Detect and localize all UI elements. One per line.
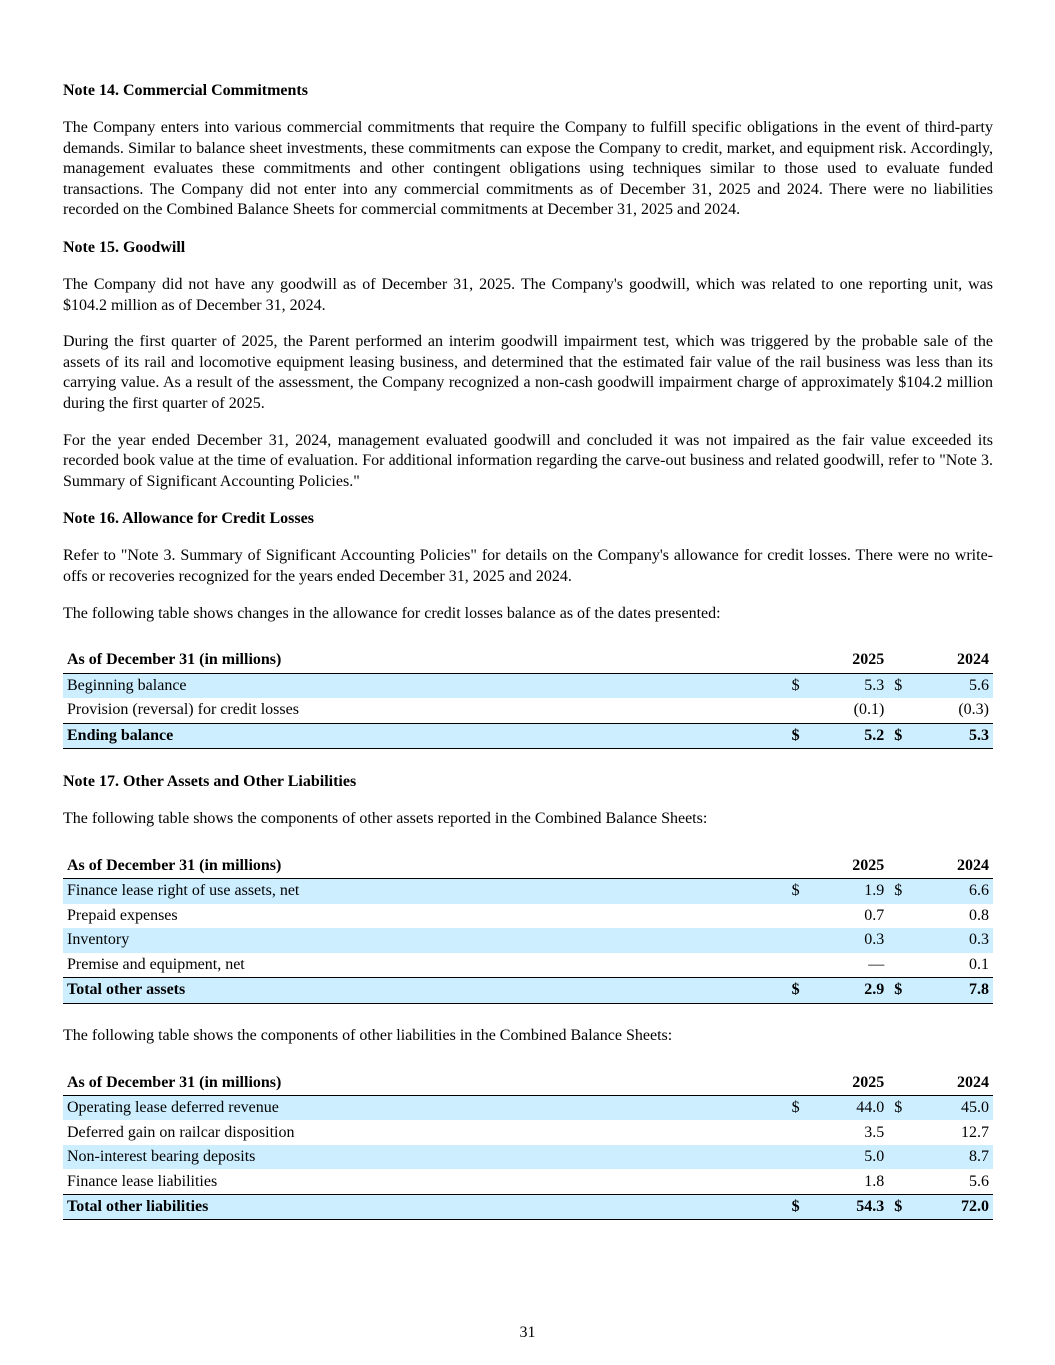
value-2024: 5.6: [918, 673, 993, 698]
table-row: [63, 953, 993, 978]
table-row: [63, 673, 993, 698]
row-label: Provision (reversal) for credit losses: [67, 701, 299, 719]
currency-symbol: $: [786, 673, 816, 698]
table-total-row: [63, 723, 993, 749]
value-2024: 8.7: [918, 1145, 993, 1170]
value-2025: 5.0: [816, 1145, 888, 1170]
value-2025: 1.9: [816, 879, 888, 904]
value-2024: 0.8: [969, 906, 989, 924]
currency-symbol: [786, 904, 816, 929]
currency-symbol: $: [786, 1095, 816, 1120]
total-2025: 54.3: [816, 1194, 888, 1220]
row-label: Non-interest bearing deposits: [63, 1145, 786, 1170]
value-2025: 0.7: [864, 906, 885, 924]
note15-paragraph-2: During the first quarter of 2025, the Parent performed an interim goodwill impairment test, which was triggered by the probable sale of the assets of its rail and locomotive equipment leasing business, and determined that the estimated fair value of the rail business was less than its carrying value. As a result of the assessment, the Company recognized a non-cash goodwill impairment charge of approximately $104.2 million during the first quarter of 2025.: [63, 333, 993, 412]
note15-paragraph-3: For the year ended December 31, 2024, management evaluated goodwill and concluded it was not impaired as the fair value exceeded its recorded book value at the time of evaluation. For additional information regarding the carve-out business and related goodwill, refer to "Note 3. Summary of Significant Accounting Policies.": [63, 431, 993, 490]
column-header-label: As of December 31 (in millions): [63, 854, 786, 879]
note14-heading: Note 14. Commercial Commitments: [63, 82, 308, 99]
column-header-2025: 2025: [816, 1070, 888, 1095]
currency-symbol: $: [786, 978, 816, 1004]
row-label: Operating lease deferred revenue: [63, 1095, 786, 1120]
row-label: Finance lease liabilities: [67, 1172, 218, 1190]
currency-symbol: $: [888, 723, 918, 749]
total-label: Total other liabilities: [63, 1194, 786, 1220]
note16-paragraph-1: Refer to "Note 3. Summary of Significant Accounting Policies" for details on the Company's allowance for credit losses. There were no write-offs or recoveries recognized for the years ended December 31, 2025 and 2024.: [63, 547, 993, 585]
value-2025: 1.8: [864, 1172, 885, 1190]
value-2024: 0.3: [918, 928, 993, 953]
value-2024: 12.7: [961, 1123, 989, 1141]
value-2025: 5.3: [816, 673, 888, 698]
total-2024: 5.3: [918, 723, 993, 749]
table-header-row: [63, 648, 993, 673]
row-label: Inventory: [63, 928, 786, 953]
total-2024: 72.0: [918, 1194, 993, 1220]
currency-symbol: $: [888, 879, 918, 904]
row-label: Finance lease right of use assets, net: [63, 879, 786, 904]
value-2025: 0.3: [816, 928, 888, 953]
currency-symbol: [786, 1120, 816, 1145]
value-2024: 0.1: [969, 955, 989, 973]
value-2024: 6.6: [918, 879, 993, 904]
table-row: [63, 1095, 993, 1120]
currency-symbol: [786, 1145, 816, 1170]
note17-heading: Note 17. Other Assets and Other Liabilities: [63, 773, 357, 791]
column-header-2024: 2024: [918, 854, 993, 879]
total-label: Ending balance: [63, 723, 786, 749]
currency-symbol: [786, 1169, 816, 1194]
currency-symbol: [888, 1169, 918, 1194]
row-label: Beginning balance: [63, 673, 786, 698]
table-row: [63, 879, 993, 904]
value-2024: 5.6: [969, 1172, 989, 1190]
table-total-row: [63, 1194, 993, 1220]
note17-assets-intro: The following table shows the components of other assets reported in the Combined Balance Sheets:: [63, 810, 708, 828]
table-row: [63, 1120, 993, 1145]
table-total-row: [63, 978, 993, 1004]
value-2025: (0.1): [853, 701, 885, 719]
currency-symbol: [888, 698, 918, 723]
table-row: [63, 698, 993, 723]
note14-paragraph: The Company enters into various commercial commitments that require the Company to fulfill specific obligations in the event of third-party demands. Similar to balance sheet investments, these commitments can expose the Company to credit, market, and equipment risk. Accordingly, management evaluates these commitments and other contingent obligations using techniques similar to those used to evaluate funded transactions. The Company did not enter into any commercial commitments as of December 31, 2025 and 2024. There were no liabilities recorded on the Combined Balance Sheets for commercial commitments at December 31, 2025 and 2024.: [63, 119, 993, 219]
value-2024: 45.0: [918, 1095, 993, 1120]
allowance-table: [63, 648, 993, 749]
table-row: [63, 928, 993, 953]
currency-symbol: [888, 904, 918, 929]
currency-symbol: [888, 953, 918, 978]
row-label: Deferred gain on railcar disposition: [67, 1123, 295, 1141]
column-header-2024: 2024: [918, 1070, 993, 1095]
row-label: Prepaid expenses: [67, 906, 178, 924]
currency-symbol: [888, 1145, 918, 1170]
row-label: Premise and equipment, net: [67, 955, 245, 973]
value-2025: —: [868, 955, 885, 973]
currency-symbol: $: [888, 1194, 918, 1220]
currency-symbol: $: [786, 723, 816, 749]
currency-symbol: $: [888, 1095, 918, 1120]
currency-symbol: $: [786, 879, 816, 904]
other-liabilities-table: [63, 1070, 993, 1220]
total-2024: 7.8: [918, 978, 993, 1004]
page-number: 31: [519, 1324, 536, 1341]
column-header-2025: 2025: [816, 854, 888, 879]
note15-paragraph-1: The Company did not have any goodwill as of December 31, 2025. The Company's goodwill, which was related to one reporting unit, was $104.2 million as of December 31, 2024.: [63, 275, 993, 314]
currency-symbol: $: [888, 673, 918, 698]
total-label: Total other assets: [63, 978, 786, 1004]
table-header-row: [63, 1070, 993, 1095]
other-assets-table: [63, 854, 993, 1004]
currency-symbol: $: [888, 978, 918, 1004]
note17-liabilities-intro: The following table shows the components of other liabilities in the Combined Balance Sheets:: [63, 1026, 673, 1044]
table-header-row: [63, 854, 993, 879]
value-2025: 3.5: [864, 1123, 885, 1141]
column-header-label: As of December 31 (in millions): [63, 1070, 786, 1095]
currency-symbol: [786, 698, 816, 723]
table-row: [63, 1169, 993, 1194]
currency-symbol: $: [786, 1194, 816, 1220]
value-2024: (0.3): [958, 701, 989, 719]
document-page: [63, 80, 993, 1242]
value-2025: 44.0: [816, 1095, 888, 1120]
table-row: [63, 1145, 993, 1170]
total-2025: 2.9: [816, 978, 888, 1004]
column-header-2024: 2024: [918, 648, 993, 673]
note16-paragraph-2: The following table shows changes in the allowance for credit losses balance as of the dates presented:: [63, 604, 721, 622]
currency-symbol: [786, 928, 816, 953]
column-header-label: As of December 31 (in millions): [63, 648, 786, 673]
total-2025: 5.2: [816, 723, 888, 749]
table-row: [63, 904, 993, 929]
note16-heading: Note 16. Allowance for Credit Losses: [63, 510, 314, 528]
currency-symbol: [888, 928, 918, 953]
column-header-2025: 2025: [816, 648, 888, 673]
note15-heading: Note 15. Goodwill: [63, 238, 186, 256]
currency-symbol: [888, 1120, 918, 1145]
currency-symbol: [786, 953, 816, 978]
